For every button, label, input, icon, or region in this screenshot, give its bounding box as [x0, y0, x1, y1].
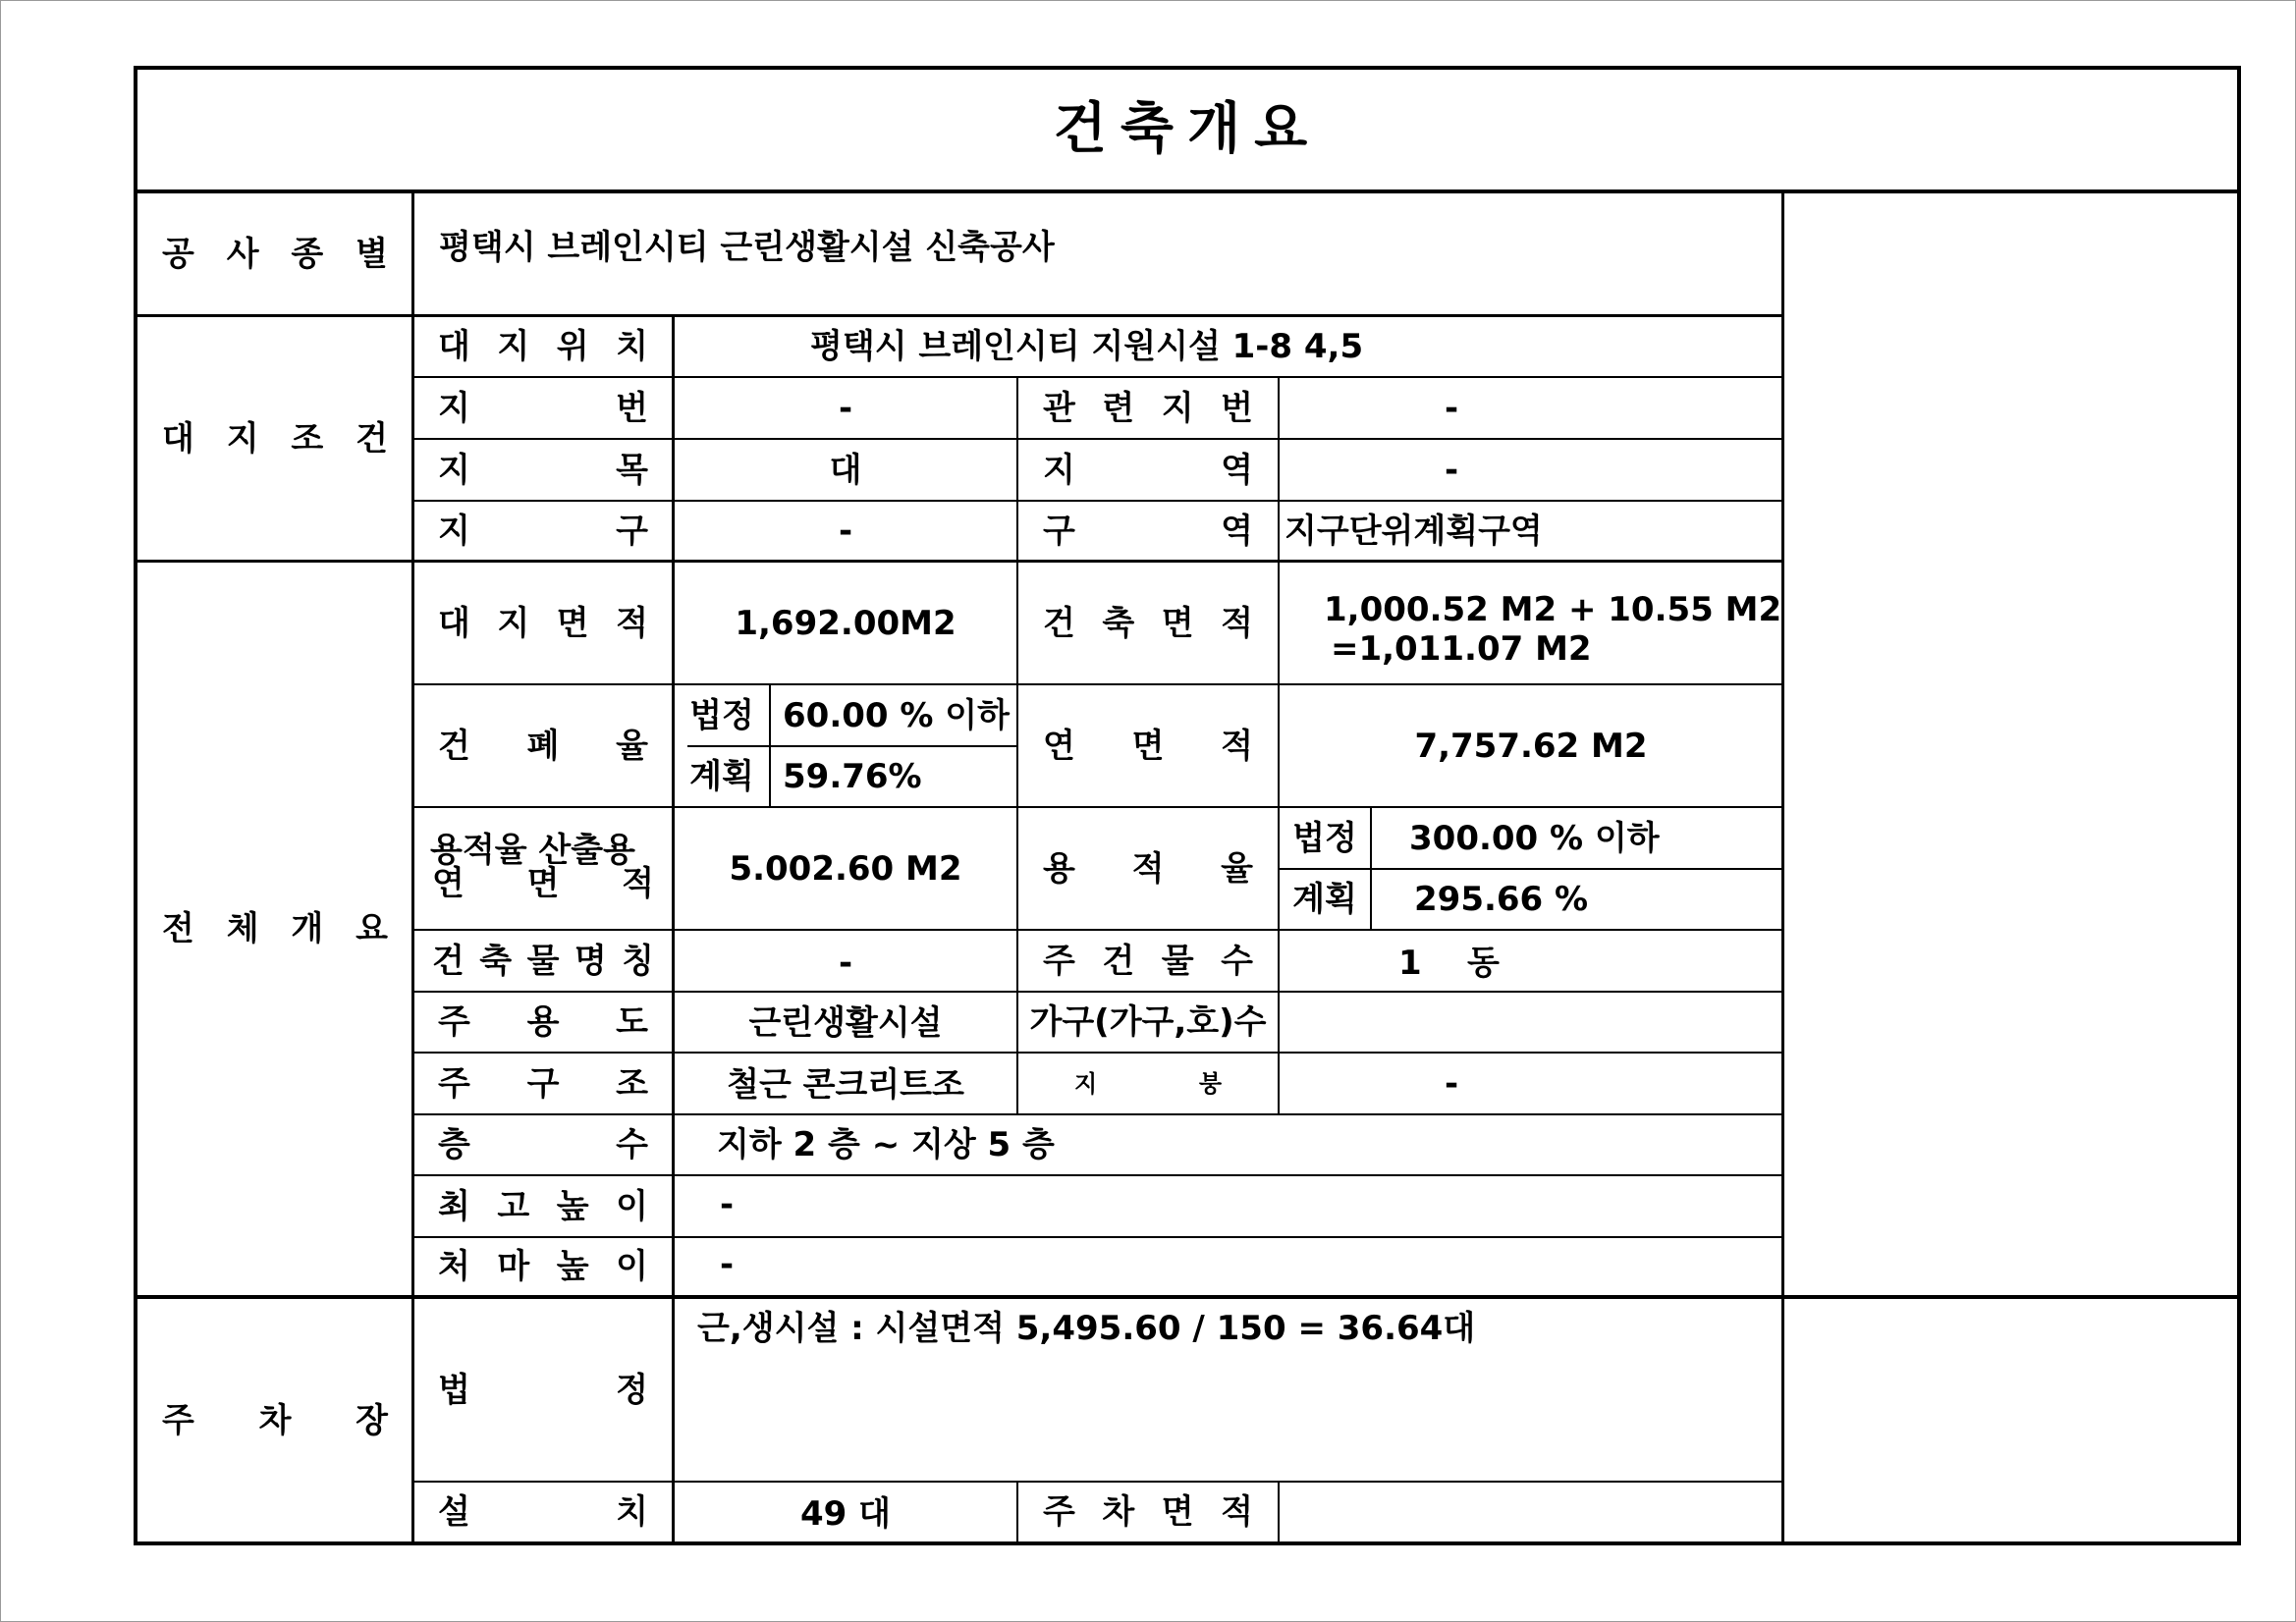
- main-structure-value: 철근 콘크리트조: [727, 1064, 964, 1105]
- parking-area-value: [1280, 1483, 1782, 1541]
- site-location-label: 대 지 위 치: [438, 327, 648, 366]
- max-height-label: 최 고 높 이: [438, 1186, 648, 1226]
- lot-number-label: 지 번: [438, 388, 648, 428]
- site-conditions-label: 대 지 조 건: [162, 418, 388, 459]
- frame-right: [2237, 66, 2241, 1545]
- households-label: 가구(가구,호)수: [1029, 1002, 1267, 1042]
- site-location-value: 평택시 브레인시티 지원시설 1-8 4,5: [810, 327, 1364, 366]
- coverage-planned-label: 계획: [689, 757, 754, 796]
- parking-area-label: 주 차 면 적: [1043, 1492, 1253, 1532]
- building-area-value-line2: =1,011.07 M2: [1331, 629, 1592, 669]
- frame-left: [134, 66, 137, 1545]
- col-line: [769, 684, 771, 807]
- project-type-label: 공 사 종 별: [162, 234, 388, 274]
- far-planned-value: 295.66 %: [1414, 880, 1589, 919]
- district-value: -: [838, 511, 853, 551]
- parking-label: 주 차 장: [162, 1400, 388, 1440]
- page-title: 건축개요: [1053, 97, 1322, 161]
- col-line: [1370, 807, 1372, 930]
- zone-value: 지구단위계획구역: [1285, 511, 1543, 551]
- floors-value: 지하 2 층 ~ 지상 5 층: [717, 1125, 1055, 1164]
- building-area-label: 건 축 면 적: [1043, 603, 1253, 643]
- far-label: 용 적 율: [1043, 848, 1253, 889]
- site-area-value: 1,692.00M2: [735, 603, 957, 643]
- parking-installed-label: 설 치: [438, 1492, 648, 1532]
- total-floor-area-label: 연 면 적: [1043, 726, 1253, 766]
- parking-legal-value: 근,생시설 : 시설면적 5,495.60 / 150 = 36.64대: [697, 1309, 1476, 1348]
- far-floor-area-label-line1: 용적율 산출용: [430, 831, 635, 870]
- building-name-value: -: [838, 943, 853, 983]
- parking-installed-value: 49 대: [800, 1494, 891, 1534]
- building-area-value-line1: 1,000.52 M2 + 10.55 M2: [1324, 590, 1782, 629]
- frame-bottom: [134, 1541, 2241, 1545]
- related-lot-value: -: [1444, 388, 1459, 428]
- roof-value: -: [1444, 1063, 1459, 1104]
- site-area-label: 대 지 면 적: [438, 603, 648, 643]
- households-value: [1280, 993, 1782, 1052]
- overview-label: 전 체 개 요: [162, 909, 388, 948]
- coverage-ratio-label: 건 폐 율: [438, 726, 648, 766]
- building-count-unit: 동: [1467, 943, 1500, 983]
- roof-label: 지 붕: [1074, 1069, 1222, 1098]
- coverage-planned-value: 59.76%: [783, 757, 922, 796]
- floors-label: 층 수: [438, 1125, 648, 1164]
- max-height-value: -: [720, 1184, 735, 1224]
- land-category-label: 지 목: [438, 450, 648, 490]
- far-planned-label: 계획: [1292, 880, 1357, 919]
- col-line: [1016, 1482, 1018, 1542]
- main-structure-label: 주 구 조: [438, 1063, 648, 1104]
- label-column-line: [411, 191, 414, 1543]
- district-label: 지 구: [438, 511, 648, 551]
- far-floor-area-label-line2: 연 면 적: [432, 864, 654, 903]
- eaves-height-value: -: [720, 1245, 735, 1284]
- building-count-label: 주 건 물 수: [1043, 941, 1253, 981]
- main-use-label: 주 용 도: [438, 1002, 648, 1042]
- lot-number-value: -: [838, 388, 853, 428]
- main-use-value: 근린생활시설: [748, 1003, 943, 1043]
- land-category-value: 대: [829, 450, 862, 490]
- far-legal-label: 법정: [1292, 818, 1357, 858]
- total-floor-area-value: 7,757.62 M2: [1414, 726, 1648, 766]
- eaves-height-label: 처 마 높 이: [438, 1247, 648, 1286]
- parking-legal-label: 법 정: [438, 1370, 648, 1410]
- area-zone-label: 지 역: [1043, 450, 1253, 490]
- zone-label: 구 역: [1043, 511, 1253, 551]
- building-name-label: 건 축 물 명 칭: [432, 941, 654, 981]
- area-zone-value: -: [1444, 450, 1459, 490]
- coverage-legal-value: 60.00 % 이하: [783, 695, 1010, 735]
- project-type-value: 평택시 브레인시티 근린생활시설 신축공사: [439, 228, 1055, 267]
- far-floor-area-value: 5.002.60 M2: [729, 848, 962, 889]
- coverage-legal-label: 법정: [689, 695, 754, 735]
- related-lot-label: 관 련 지 번: [1043, 388, 1253, 428]
- far-legal-value: 300.00 % 이하: [1409, 818, 1660, 858]
- building-count-number: 1: [1398, 943, 1422, 983]
